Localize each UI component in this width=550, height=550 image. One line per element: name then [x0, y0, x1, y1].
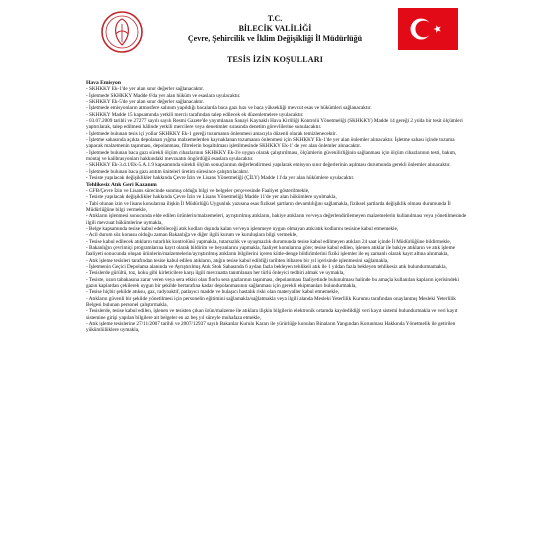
- header-line-directorate: Çevre, Şehircilik ve İklim Değişikliği İl Müdürlüğü: [187, 34, 363, 43]
- list-item: - Acil durum söz konusu olduğu zaman Bakanlığa ve diğer ilgili kurum ve kuruluşlara bilgi vermekle,: [86, 232, 298, 239]
- list-item: - SKHKKY Ek-5'de yer alan sınır değerler sağlanacaktır.: [86, 99, 204, 106]
- list-item: - Tesise hiçbir şekilde atıksu, gaz, radyoaktif, patlayıcı madde ve bulaşıcı hastalık riski olan materyaller kabul etmemekle,: [86, 289, 340, 296]
- list-item: - Atık işleme tesisleri tarafından tesise kabul edilen atıkların, atığın tesise kabul edildiği tarihten itibaren bir yıl içerisinde işlenmesini sağlamakla,: [86, 257, 389, 264]
- list-item: - Tesise kabul edilecek atıkların tutarlılık kontrolünü yapmakla, tutarsızlık ve uyuşmazlık durumunda tesise kabul edilmeyen atıkları 24 saat içinde İl Müdürlüğüne bildirmekle,: [86, 238, 452, 245]
- list-item: - GFB/Çevre İzin ve Lisans sürecinde sunmuş olduğu bilgi ve belgeler çerçevesinde Faaliyet gösterilmekle,: [86, 187, 310, 194]
- list-item: - İşletmenin Geçici Depolama alanında ve Ayrıştırılmış Atık Stok Sahasında 6 aydan fazla bekleyen tehlikeli atık ile 1 yıldan fazla bekleyen tehlikesiz atık bulundurmamakla,: [86, 263, 447, 270]
- list-item: - Atıkların güvenli bir şekilde yönetilmesi için personelin eğitimini sağlamakla/sağlatmakla veya ilgili alanda Mesleki Yeterlilik Kurumu tarafından onaylanmış Mesleki Yeterlilik Belgesi bulunan personel çalıştırmakla,: [86, 295, 456, 309]
- list-item: - Atık işleme tesislerine 27/11/2007 tarihli ve 2007/12937 sayılı Bakanlar Kurulu Kararı ile yürürlüğe konulan Binaların Yangından Korunması Hakkında Yönetmelik ile getirilen yükümlülüklere uymakla,: [86, 321, 456, 334]
- list-item: - İşletmede bulunan baca gazı arıtım üniteleri üretim süresince çalıştırılacaktır.: [86, 168, 250, 175]
- turkish-flag-icon: [398, 8, 458, 50]
- list-item: - İşletmede bulunan baca gazı sürekli ölçüm cihazlarının SKHKKY Ek-3'e uygun olarak çalıştırılması, ölçümlerin güvenilirliğinin sağlanması için ölçüm cihazlarının testi, bakım, montaj ve kalibrasyonları hakkındaki mevzuatın öngördüğü esaslara uyulacaktır.: [86, 149, 457, 163]
- list-item: - Tesiste, ozon tabakasına zarar veren veya sera etkisi olan florlu sera gazlarının taşınması, depolanması faaliyetinde bulunulması halinde bu amaçla kullanılan kapların içerisindeki gazın kaplardan çekilerek uygun bir şekilde bertarafına kadar depolanmasının sağlanması için gerekli ekipmanları bulundurmakla,: [86, 276, 459, 289]
- list-item: - Tesiste yapılacak değişiklikler hakkında Çevre İzin ve Lisans Yönetmeliği Madde 11'de yer alan hükümlere uyulmakla,: [86, 194, 337, 201]
- list-item: - SKHKKY Ek-1'de yer alan sınır değerler sağlanacaktır.: [86, 86, 204, 93]
- document-body: [86, 80, 470, 334]
- list-item: - 03.07.2009 tarihli ve 27277 sayılı sayılı Resmi Gazete'de yayımlanan Sanayi Kaynaklı Hava Kirliliği Kontrolü Yönetmeliği (SKHKKY) Madde 14 gereği 2 yılda bir tesit ölçümleri yaptırılarak, talep edilmesi hâlinde yetkili mercilere veya denetimler sırasında denetim görevlilerine sunulacaktır.: [86, 118, 463, 131]
- section-heading-waste-recovery: Tehlikesiz Atık Geri Kazanım: [86, 181, 157, 188]
- ministry-seal-icon: [100, 10, 144, 54]
- list-item: - SKHKKY Madde 15 kapsamında yetkili merciı tarafından talep edilecek ek düzenlemelere uyulacaktır.: [86, 111, 304, 118]
- list-item: - İşletme sahasında açıkta depolanan yığma malzemelerden kaynaklanan tozumanın önlenmesi için SKHKKY Ek-1'de yer alan önlemler alınacaktır. İşletme sahası içinde tozuma yapacak malzemenin taşınması, depolanması, filtrelerin boşaltılması işletilmesinde SKHKKY Ek-1' de yer alan önlemler alınacaktır.: [86, 137, 455, 150]
- document-header: [150, 14, 400, 44]
- list-item: - Tesiste yapılacak değişiklikler hakkında Çevre İzin ve Lisans Yönetmeliği (ÇİLY) Madde 11'da yer alan hükümlere uyulacaktır.: [86, 175, 355, 182]
- list-item: - Tabi olunan izin ve lisans konularına ilişkin İl Müdürlüğü Uygunluk yazısına esas fiziksel şartların devamlılığını sağlamakla, fiziksel şartlarda değişiklik olması durumunda İl Müdürlüğüne bilgi vermekle,: [86, 200, 451, 213]
- list-item: - SKHKKY Ek-3.d.1/Ek-5.A.1.9 kapsamında sürekli ölçüm sonuçlarının değerlendirmesi yapılarak emisyon sınır değerlerinin aşılması durumunda gerekli önlemler alınacaktır.: [86, 162, 451, 169]
- list-item: - Bakanlığın çevrimiçi programlarına kayıt olarak bildirim ve beyanlarını yapmakla, faaliyet konularına göre; tesise kabul edilen, işlenen atıklar ile bakiye atıkların ve atık işleme faaliyeti sonucunda oluşan ürünlerin/malzemelerin/ayrıştırılmış atıkların bilgilerini içeren kütle-denge bildirimlerini fiziki işlemler ile eş zamanlı olarak kayıt altına alınmakla,: [86, 244, 455, 258]
- list-item: - İşletmede bulunan tesis içi yollar SKHKKY Ek-1 gereği tozumanın önlenmesi amacıyla düzenli olarak temizlenecektir.: [86, 130, 337, 137]
- header-line-tc: T.C.: [267, 14, 283, 23]
- list-item: - İşletmede SKHKKY Madde 6'da yer alan hüküm ve esaslara uyulacaktır.: [86, 92, 241, 99]
- list-item: - Belge kapsamında tesise kabul edebileceği atık kodları dışında kalan ve/veya işlenmeye uygun olmayan atık/atık kodlarını tesisine kabul etmemekle,: [86, 225, 399, 232]
- header-line-governorship: BİLECİK VALİLİĞİ: [238, 24, 312, 33]
- list-item: - İşletmede emisyonların atmosfere salınım yapıldığı bacalarda baca gazı hızı ve baca yüksekliği mevcut esas ve hükümleri sağlanacaktır.: [86, 105, 372, 112]
- list-item: - Atıkların işlenmesi sonucunda elde edilen ürünlerin/malzemeleri, ayrıştırılmış atıkların, bakiye atıkların ve/veya değerlendirilemeyen malzemelerin kullanılması veya yönetilmesinde ilgili mevzuat hükümlerine uymakla,: [86, 213, 467, 226]
- list-item: - Tesislerde gürültü, toz, koku gibi kirleticilere karşı ilgili mevzuatta tanımlanan her türlü önleyici tedbiri almak ve uymakla,: [86, 270, 345, 277]
- document-title: TESİS İZİN KOŞULLARI: [226, 55, 324, 64]
- section-heading-air-emission: Hava Emisyon: [86, 80, 121, 86]
- list-item: - Tesislerde, tesise kabul edilen, işlenen ve tesisten çıkan ürün/malzeme ile atıklara ilişkin bilgilerin elektronik ortamda kaydedildiği veri kayıt sistemi bulundurmakla ve veri kayıt sistemine girişi yapılan bilgilere ait belgeler en az beş yıl süreyle muhafaza etmekle,: [86, 308, 458, 321]
